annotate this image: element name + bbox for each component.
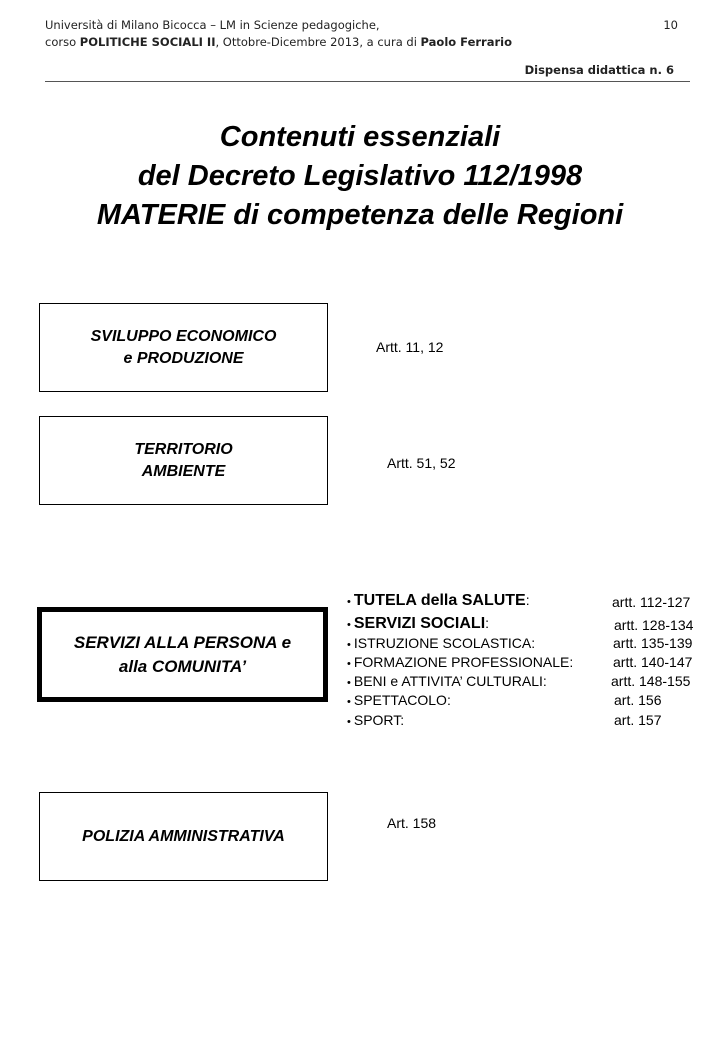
title-line-3: MATERIE di competenza delle Regioni	[96, 199, 624, 231]
list-item	[347, 653, 693, 674]
box-label-line-2: AMBIENTE	[141, 462, 226, 480]
articles-polizia: Art. 158	[387, 815, 437, 831]
box-label-line-1: POLIZIA AMMINISTRATIVA	[82, 827, 285, 845]
list-item	[347, 691, 662, 712]
course-period: , Ottobre-Dicembre 2013, a cura di	[215, 35, 421, 49]
bullet-icon: •	[347, 696, 351, 708]
list-item	[347, 591, 691, 612]
box-label-line-2: alla COMUNITA’	[118, 656, 247, 676]
item-ref: artt. 135-139	[613, 635, 693, 651]
list-item	[347, 672, 691, 693]
course-author: Paolo Ferrario	[420, 35, 512, 49]
header-institution: Università di Milano Bicocca – LM in Scienze pedagogiche,	[45, 18, 380, 32]
box-label-line-1: SVILUPPO ECONOMICO	[90, 327, 277, 345]
box-polizia-amministrativa	[39, 792, 328, 881]
articles-territorio: Artt. 51, 52	[387, 455, 456, 471]
bullet-icon: •	[347, 619, 351, 631]
item-ref: artt. 140-147	[613, 654, 693, 670]
page-number: 10	[663, 18, 678, 32]
item-label: TUTELA della SALUTE	[353, 592, 526, 609]
box-servizi-persona	[37, 607, 328, 702]
page-title	[0, 118, 720, 235]
dispensa-label: Dispensa didattica n. 6	[524, 63, 674, 77]
box-sviluppo-economico	[39, 303, 328, 392]
item-label: SPORT:	[353, 712, 405, 728]
list-item	[347, 711, 662, 732]
header-course-line	[45, 35, 512, 49]
bullet-icon: •	[347, 716, 351, 728]
box-label-line-1: TERRITORIO	[134, 440, 233, 458]
item-label: BENI e ATTIVITA’ CULTURALI:	[353, 673, 547, 689]
item-separator: :	[525, 592, 530, 608]
box-label-line-2: e PRODUZIONE	[123, 349, 244, 367]
box-label-line-1: SERVIZI ALLA PERSONA e	[73, 632, 292, 652]
articles-sviluppo: Artt. 11, 12	[376, 339, 444, 355]
item-ref: art. 156	[614, 692, 662, 708]
item-label: ISTRUZIONE SCOLASTICA:	[353, 635, 536, 651]
item-label: FORMAZIONE PROFESSIONALE:	[353, 654, 574, 670]
item-label: SERVIZI SOCIALI	[353, 615, 486, 632]
bullet-icon: •	[347, 639, 351, 651]
item-label: SPETTACOLO:	[353, 692, 451, 708]
title-line-1: Contenuti essenziali	[219, 121, 501, 153]
item-ref: artt. 148-155	[611, 673, 691, 689]
course-prefix: corso	[45, 35, 80, 49]
list-item	[347, 634, 693, 655]
list-item	[347, 614, 694, 635]
item-ref: artt. 112-127	[612, 594, 691, 610]
item-separator: :	[485, 615, 490, 631]
item-ref: artt. 128-134	[614, 617, 694, 633]
title-line-2: del Decreto Legislativo 112/1998	[137, 160, 583, 192]
course-name: POLITICHE SOCIALI II	[79, 35, 216, 49]
bullet-icon: •	[347, 658, 351, 670]
bullet-icon: •	[347, 677, 351, 689]
header-divider	[45, 81, 690, 82]
bullet-icon: •	[347, 596, 351, 608]
box-territorio-ambiente	[39, 416, 328, 505]
item-ref: art. 157	[614, 712, 662, 728]
